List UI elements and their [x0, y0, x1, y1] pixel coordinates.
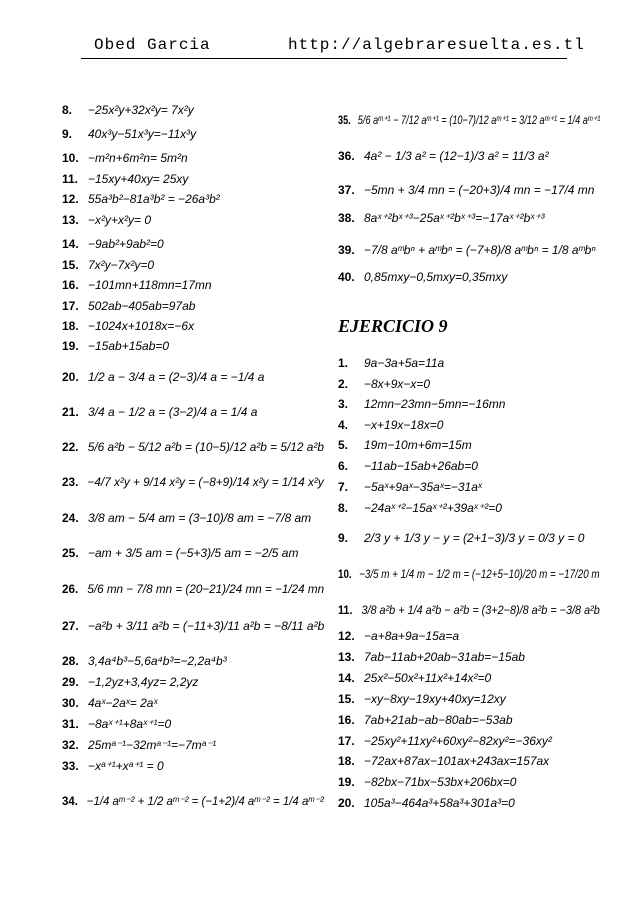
exercise-expression: 3,4a⁴b³−5,6a⁴b³=−2,2a⁴b³: [88, 654, 227, 668]
exercise-number: 32.: [62, 738, 79, 752]
exercise-number: 22.: [62, 440, 79, 454]
exercise-expression: −xᵃ⁺¹+xᵃ⁺¹ = 0: [88, 759, 164, 773]
exercise-expression: −5aˣ+9aˣ−35aˣ=−31aˣ: [364, 480, 482, 494]
exercise-row: [338, 713, 513, 727]
exercise-expression: 7ab−11ab+20ab−31ab=−15ab: [364, 650, 525, 664]
exercise-expression: −4/7 x²y + 9/14 x²y = (−8+9)/14 x²y = 1/14 x²y: [87, 475, 324, 489]
exercise-row: [338, 356, 444, 370]
exercise-expression: 40x³y−51x³y=−11x³y: [88, 127, 197, 141]
exercise-expression: 5/6 a²b − 5/12 a²b = (10−5)/12 a²b = 5/12 a²b: [87, 440, 324, 454]
exercise-expression: −1/4 aᵐ⁻² + 1/2 aᵐ⁻² = (−1+2)/4 aᵐ⁻² = 1/4 aᵐ⁻²: [86, 794, 324, 808]
exercise-number: 3.: [338, 397, 349, 411]
exercise-expression: −8aˣ⁺¹+8aˣ⁺¹=0: [88, 717, 172, 731]
exercise-row: [338, 603, 600, 617]
exercise-row: [338, 629, 459, 643]
exercise-number: 17.: [338, 734, 355, 748]
exercise-row: [62, 103, 194, 117]
exercise-expression: −9ab²+9ab²=0: [88, 237, 164, 251]
exercise-number: 20.: [62, 370, 79, 384]
exercise-row: [62, 794, 324, 808]
exercise-expression: 12mn−23mn−5mn=−16mn: [364, 397, 506, 411]
exercise-expression: −m²n+6m²n= 5m²n: [88, 151, 188, 165]
exercise-number: 36.: [338, 149, 355, 163]
exercise-row: [62, 619, 324, 633]
exercise-expression: −15xy+40xy= 25xy: [88, 172, 189, 186]
exercise-number: 2.: [338, 377, 349, 391]
exercise-row: [62, 717, 171, 731]
header-rule: [81, 58, 567, 59]
exercise-row: [338, 754, 549, 768]
exercise-expression: −24aˣ⁺²−15aˣ⁺²+39aˣ⁺²=0: [364, 501, 502, 515]
exercise-row: [62, 759, 164, 773]
exercise-expression: 1/2 a − 3/4 a = (2−3)/4 a = −1/4 a: [88, 370, 265, 384]
exercise-expression: −x+19x−18x=0: [364, 418, 444, 432]
exercise-expression: −a²b + 3/11 a²b = (−11+3)/11 a²b = −8/11 a²b: [88, 619, 325, 633]
exercise-number: 33.: [62, 759, 79, 773]
exercise-number: 15.: [338, 692, 355, 706]
exercise-row: [338, 211, 545, 225]
exercise-number: 24.: [62, 511, 79, 525]
exercise-row: [62, 192, 220, 206]
exercise-expression: −7/8 aᵐbⁿ + aᵐbⁿ = (−7+8)/8 aᵐbⁿ = 1/8 aᵐbⁿ: [364, 243, 596, 257]
exercise-row: [338, 377, 430, 391]
exercise-number: 10.: [62, 151, 79, 165]
exercise-row: [62, 440, 324, 454]
exercise-number: 12.: [338, 629, 355, 643]
exercise-expression: 19m−10m+6m=15m: [364, 438, 472, 452]
exercise-number: 25.: [62, 546, 79, 560]
exercise-number: 20.: [338, 796, 355, 810]
header-url: http://algebraresuelta.es.tl: [288, 36, 585, 54]
exercise-expression: 4aˣ−2aˣ= 2aˣ: [88, 696, 158, 710]
exercise-expression: −am + 3/5 am = (−5+3)/5 am = −2/5 am: [88, 546, 299, 560]
exercise-row: [62, 546, 298, 560]
exercise-expression: −x²y+x²y= 0: [88, 213, 152, 227]
exercise-row: [62, 370, 264, 384]
exercise-expression: −25x²y+32x²y= 7x²y: [88, 103, 194, 117]
exercise-row: [62, 151, 188, 165]
exercise-expression: 55a³b²−81a³b² = −26a³b²: [88, 192, 220, 206]
exercise-expression: −25xy²+11xy²+60xy²−82xy²=−36xy²: [364, 734, 552, 748]
exercise-expression: 4a² − 1/3 a² = (12−1)/3 a² = 11/3 a²: [364, 149, 549, 163]
exercise-number: 18.: [62, 319, 79, 333]
exercise-number: 7.: [338, 480, 349, 494]
exercise-expression: −a+8a+9a−15a=a: [364, 629, 460, 643]
exercise-expression: 7ab+21ab−ab−80ab=−53ab: [364, 713, 513, 727]
exercise-expression: −101mn+118mn=17mn: [88, 278, 212, 292]
exercise-row: [338, 567, 600, 581]
exercise-expression: −3/5 m + 1/4 m − 1/2 m = (−12+5−10)/20 m = −17/20 m: [359, 567, 600, 581]
exercise-expression: −8x+9x−x=0: [364, 377, 431, 391]
exercise-number: 10.: [338, 567, 352, 581]
exercise-number: 30.: [62, 696, 79, 710]
exercise-row: [62, 213, 151, 227]
exercise-number: 31.: [62, 717, 79, 731]
exercise-expression: −1024x+1018x=−6x: [88, 319, 195, 333]
exercise-number: 9.: [338, 531, 349, 545]
exercise-row: [338, 243, 596, 257]
exercise-number: 12.: [62, 192, 79, 206]
exercise-row: [62, 339, 169, 353]
exercise-expression: 7x²y−7x²y=0: [88, 258, 155, 272]
exercise-row: [338, 734, 552, 748]
exercise-expression: −82bx−71bx−53bx+206bx=0: [364, 775, 517, 789]
exercise-number: 15.: [62, 258, 79, 272]
exercise-row: [62, 319, 194, 333]
exercise-expression: 0,85mxy−0,5mxy=0,35mxy: [364, 270, 508, 284]
exercise-row: [338, 501, 502, 515]
exercise-row: [62, 405, 257, 419]
exercise-number: 37.: [338, 183, 355, 197]
exercise-expression: 3/4 a − 1/2 a = (3−2)/4 a = 1/4 a: [88, 405, 258, 419]
exercise-row: [338, 459, 478, 473]
exercise-expression: 8aˣ⁺²bˣ⁺³−25aˣ⁺²bˣ⁺³=−17aˣ⁺²bˣ⁺³: [364, 211, 545, 225]
exercise-number: 29.: [62, 675, 79, 689]
exercise-row: [62, 582, 324, 596]
exercise-expression: −5mn + 3/4 mn = (−20+3)/4 mn = −17/4 mn: [364, 183, 595, 197]
exercise-row: [62, 675, 198, 689]
exercise-row: [338, 113, 600, 127]
exercise-number: 4.: [338, 418, 349, 432]
exercise-number: 40.: [338, 270, 355, 284]
exercise-row: [338, 650, 525, 664]
exercise-row: [62, 511, 311, 525]
exercise-number: 23.: [62, 475, 79, 489]
exercise-number: 28.: [62, 654, 79, 668]
exercise-number: 13.: [338, 650, 355, 664]
exercise-expression: 9a−3a+5a=11a: [364, 356, 445, 370]
exercise-row: [338, 438, 472, 452]
exercise-number: 39.: [338, 243, 355, 257]
exercise-number: 19.: [62, 339, 79, 353]
exercise-number: 14.: [338, 671, 355, 685]
exercise-expression: 25mᵃ⁻¹−32mᵃ⁻¹=−7mᵃ⁻¹: [88, 738, 217, 752]
exercise-expression: 25x²−50x²+11x²+14x²=0: [364, 671, 492, 685]
exercise-row: [62, 475, 324, 489]
exercise-number: 27.: [62, 619, 79, 633]
exercise-number: 8.: [338, 501, 349, 515]
exercise-row: [62, 654, 227, 668]
exercise-number: 34.: [62, 794, 78, 808]
exercise-row: [62, 172, 188, 186]
exercise-row: [338, 183, 594, 197]
exercise-row: [62, 299, 195, 313]
exercise-row: [338, 480, 482, 494]
exercise-number: 17.: [62, 299, 79, 313]
exercise-number: 19.: [338, 775, 355, 789]
exercise-number: 21.: [62, 405, 79, 419]
exercise-expression: −15ab+15ab=0: [88, 339, 170, 353]
exercise-number: 16.: [62, 278, 79, 292]
exercise-expression: 105a³−464a³+58a³+301a³=0: [364, 796, 515, 810]
exercise-row: [62, 258, 154, 272]
exercise-row: [338, 270, 507, 284]
exercise-number: 26.: [62, 582, 79, 596]
exercise-number: 11.: [62, 172, 79, 186]
exercise-number: 16.: [338, 713, 355, 727]
exercise-row: [338, 418, 443, 432]
exercise-expression: −72ax+87ax−101ax+243ax=157ax: [364, 754, 550, 768]
exercise-number: 1.: [338, 356, 349, 370]
exercise-number: 13.: [62, 213, 79, 227]
header-author: Obed Garcia: [94, 36, 211, 54]
exercise-number: 6.: [338, 459, 349, 473]
exercise-row: [62, 237, 164, 251]
exercise-row: [338, 775, 516, 789]
exercise-expression: −1,2yz+3,4yz= 2,2yz: [88, 675, 199, 689]
ejercicio-title: EJERCICIO 9: [338, 316, 448, 336]
exercise-row: [62, 278, 212, 292]
exercise-row: [338, 692, 506, 706]
exercise-number: 14.: [62, 237, 79, 251]
exercise-expression: 3/8 am − 5/4 am = (3−10)/8 am = −7/8 am: [88, 511, 312, 525]
exercise-expression: −xy−8xy−19xy+40xy=12xy: [364, 692, 506, 706]
exercise-row: [338, 149, 549, 163]
exercise-row: [338, 397, 505, 411]
exercise-row: [62, 696, 158, 710]
exercise-number: 9.: [62, 127, 73, 141]
exercise-row: [62, 127, 196, 141]
exercise-row: [62, 738, 216, 752]
exercise-expression: 3/8 a²b + 1/4 a²b − a²b = (3+2−8)/8 a²b = −3/8 a²b: [361, 603, 600, 617]
exercise-number: 38.: [338, 211, 355, 225]
exercise-number: 5.: [338, 438, 349, 452]
exercise-row: [338, 531, 584, 545]
exercise-number: 18.: [338, 754, 355, 768]
exercise-expression: 5/6 mn − 7/8 mn = (20−21)/24 mn = −1/24 mn: [87, 582, 325, 596]
exercise-row: [338, 671, 491, 685]
exercise-expression: 502ab−405ab=97ab: [88, 299, 196, 313]
exercise-number: 35.: [338, 113, 351, 127]
exercise-expression: −11ab−15ab+26ab=0: [364, 459, 478, 473]
exercise-expression: 5/6 aᵐ⁺¹ − 7/12 aᵐ⁺¹ = (10−7)/12 aᵐ⁺¹ = 3/12 aᵐ⁺¹ = 1/4 aᵐ⁺¹: [357, 113, 601, 127]
exercise-number: 11.: [338, 603, 353, 617]
exercise-number: 8.: [62, 103, 73, 117]
exercise-row: [338, 796, 515, 810]
exercise-expression: 2/3 y + 1/3 y − y = (2+1−3)/3 y = 0/3 y = 0: [364, 531, 585, 545]
